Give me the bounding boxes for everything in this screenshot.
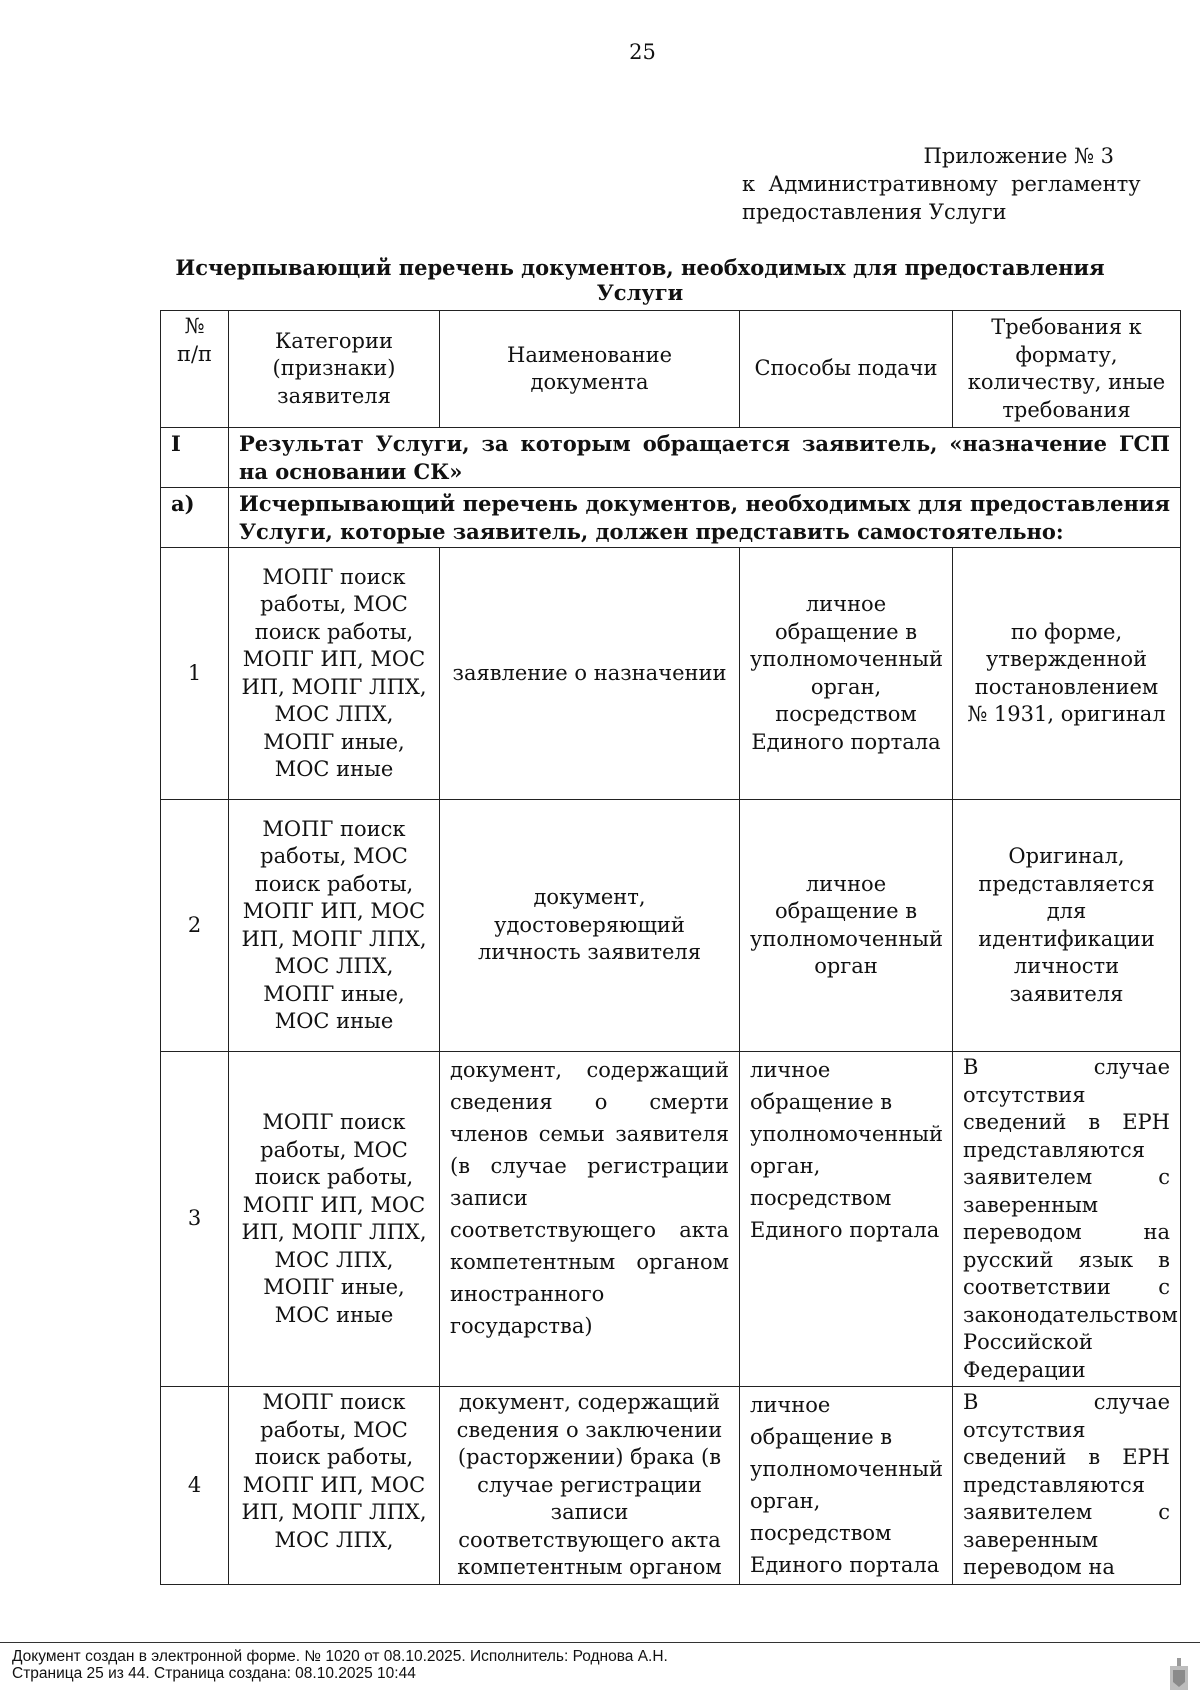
row-method: личное обращение в уполномоченный орган, посредством Единого портала [740,548,953,800]
row-requirements: В случае отсутствия сведений в ЕРН представляются заявителем с заверенным переводом на русский язык в соответствии с законодательством Российской Федерации [953,1052,1181,1387]
section-row-a [161,488,1181,548]
row-categories: МОПГ поиск работы, МОС поиск работы, МОПГ ИП, МОС ИП, МОПГ ЛПХ, МОС ЛПХ, [229,1387,440,1585]
row-categories: МОПГ поиск работы, МОС поиск работы, МОПГ ИП, МОС ИП, МОПГ ЛПХ, МОС ЛПХ, МОПГ иные, МОС иные [229,548,440,800]
requirements-table [160,310,1181,1585]
footer-divider [0,1642,1200,1643]
row-document: заявление о назначении [440,548,740,800]
table-header-row [161,311,1181,428]
table-row [161,548,1181,800]
row-num: 3 [161,1052,229,1387]
header-requirements: Требования к формату, количеству, иные требования [953,311,1181,428]
row-method: личное обращение в уполномоченный орган, посредством Единого портала [740,1052,953,1387]
row-requirements: по форме, утвержденной постановлением № 1931, оригинал [953,548,1181,800]
table-row [161,1387,1181,1585]
page-number: 25 [629,40,656,64]
footer [12,1648,668,1682]
row-method: личное обращение в уполномоченный орган [740,800,953,1052]
row-document: документ, содержащий сведения о заключении (расторжении) брака (в случае регистрации записи соответствующего акта компетентным органом [440,1387,740,1585]
coat-of-arms-icon [1168,1658,1190,1692]
header-method: Способы подачи [740,311,953,428]
section-text: Результат Услуги, за которым обращается заявитель, «назначение ГСП на основании СК» [229,428,1181,488]
section-row-I [161,428,1181,488]
appendix-line-3: предоставления Услуги [742,200,1007,224]
footer-line-1: Документ создан в электронной форме. № 1020 от 08.10.2025. Исполнитель: Роднова А.Н. [12,1648,668,1665]
row-document: документ, удостоверяющий личность заявителя [440,800,740,1052]
document-title: Исчерпывающий перечень документов, необходимых для предоставления Услуги [175,255,1105,305]
table-row [161,800,1181,1052]
row-requirements: Оригинал, представляется для идентификации личности заявителя [953,800,1181,1052]
row-num: 1 [161,548,229,800]
section-num: а) [161,488,229,548]
section-text: Исчерпывающий перечень документов, необходимых для предоставления Услуги, которые заявитель, должен представить самостоятельно: [229,488,1181,548]
header-categories: Категории (признаки) заявителя [229,311,440,428]
appendix-heading [742,142,1141,226]
row-categories: МОПГ поиск работы, МОС поиск работы, МОПГ ИП, МОС ИП, МОПГ ЛПХ, МОС ЛПХ, МОПГ иные, МОС иные [229,1052,440,1387]
header-num: № п/п [161,311,229,428]
footer-line-2: Страница 25 из 44. Страница создана: 08.10.2025 10:44 [12,1665,416,1682]
row-num: 4 [161,1387,229,1585]
row-categories: МОПГ поиск работы, МОС поиск работы, МОПГ ИП, МОС ИП, МОПГ ЛПХ, МОС ЛПХ, МОПГ иные, МОС иные [229,800,440,1052]
header-document: Наименование документа [440,311,740,428]
row-document: документ, содержащий сведения о смерти членов семьи заявителя (в случае регистрации записи соответствующего акта компетентным органом иностранного государства) [440,1052,740,1387]
appendix-line-1: Приложение № 3 [923,144,1114,168]
appendix-line-2: к Административному регламенту [742,172,1141,196]
row-num: 2 [161,800,229,1052]
table-row [161,1052,1181,1387]
section-num: I [161,428,229,488]
row-method: личное обращение в уполномоченный орган, посредством Единого портала [740,1387,953,1585]
row-requirements: В случае отсутствия сведений в ЕРН представляются заявителем с заверенным переводом на [953,1387,1181,1585]
